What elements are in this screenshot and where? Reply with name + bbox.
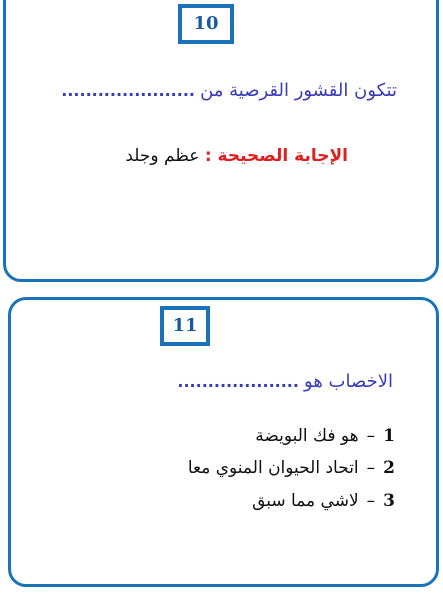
- option-dash: –: [366, 458, 376, 478]
- question-number-badge: 10: [178, 4, 234, 44]
- question-text-11: [177, 371, 393, 392]
- option-text: هو فك البويضة: [255, 426, 359, 446]
- correct-answer-label: الإجابة الصحيحة :: [204, 146, 348, 166]
- correct-answer: [125, 146, 348, 166]
- option-dash: –: [366, 426, 376, 446]
- question-label: تتكون القشور القرصية من: [200, 80, 397, 101]
- answer-option[interactable]: [188, 458, 395, 478]
- question-number-badge: 11: [160, 306, 210, 346]
- option-dash: –: [366, 491, 376, 511]
- option-text: لاشي مما سبق: [252, 491, 359, 511]
- answer-option[interactable]: [255, 426, 395, 446]
- question-label: الاخصاب هو: [304, 371, 393, 392]
- option-number: 2: [383, 458, 395, 478]
- question-text-10: [61, 80, 397, 101]
- option-number: 3: [383, 491, 395, 511]
- correct-answer-value: عظم وجلد: [125, 146, 200, 166]
- option-number: 1: [383, 426, 395, 446]
- blank-dots: ....................: [177, 372, 299, 391]
- blank-dots: ......................: [61, 81, 195, 100]
- option-text: اتحاد الحيوان المنوي معا: [187, 458, 359, 478]
- answer-option[interactable]: [252, 491, 395, 511]
